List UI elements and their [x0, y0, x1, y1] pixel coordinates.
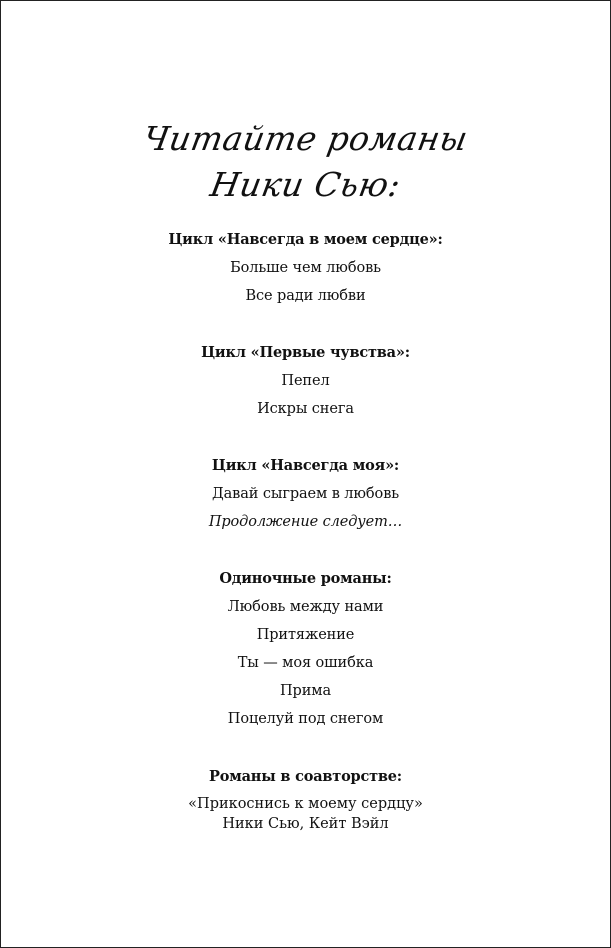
- coauthored-book-authors: Ники Сью, Кейт Вэйл: [222, 816, 389, 832]
- book-title: Притяжение: [256, 627, 355, 643]
- book-title: Давай сыграем в любовь: [211, 486, 400, 502]
- book-title: Все ради любви: [245, 288, 366, 304]
- book-title: Любовь между нами: [227, 599, 384, 615]
- page-title-line-2: Ники Сью:: [207, 165, 404, 204]
- series-heading: Одиночные романы:: [219, 570, 392, 587]
- series-section-first-feelings: [1, 339, 610, 423]
- series-heading: Романы в соавторстве:: [209, 768, 402, 785]
- series-heading: Цикл «Навсегда моя»:: [211, 457, 400, 474]
- series-heading: Цикл «Навсегда в моем сердце»:: [168, 231, 443, 248]
- book-title: Больше чем любовь: [230, 260, 381, 276]
- book-title: Искры снега: [257, 401, 354, 417]
- series-heading: Цикл «Первые чувства»:: [201, 344, 410, 361]
- book-title: Ты — моя ошибка: [237, 655, 374, 671]
- book-title: Пепел: [281, 373, 330, 389]
- coauthored-novels-section: [1, 763, 610, 834]
- book-title: Поцелуй под снегом: [227, 711, 384, 727]
- page-title-line-1: Читайте романы: [140, 119, 471, 158]
- book-title: Прима: [279, 683, 331, 699]
- to-be-continued-note: Продолжение следует…: [208, 514, 403, 530]
- series-section-forever-mine: [1, 452, 610, 536]
- series-section-forever-in-heart: [1, 226, 610, 310]
- standalone-novels-section: [1, 565, 610, 733]
- coauthored-book-title: «Прикоснись к моему сердцу»: [188, 796, 423, 812]
